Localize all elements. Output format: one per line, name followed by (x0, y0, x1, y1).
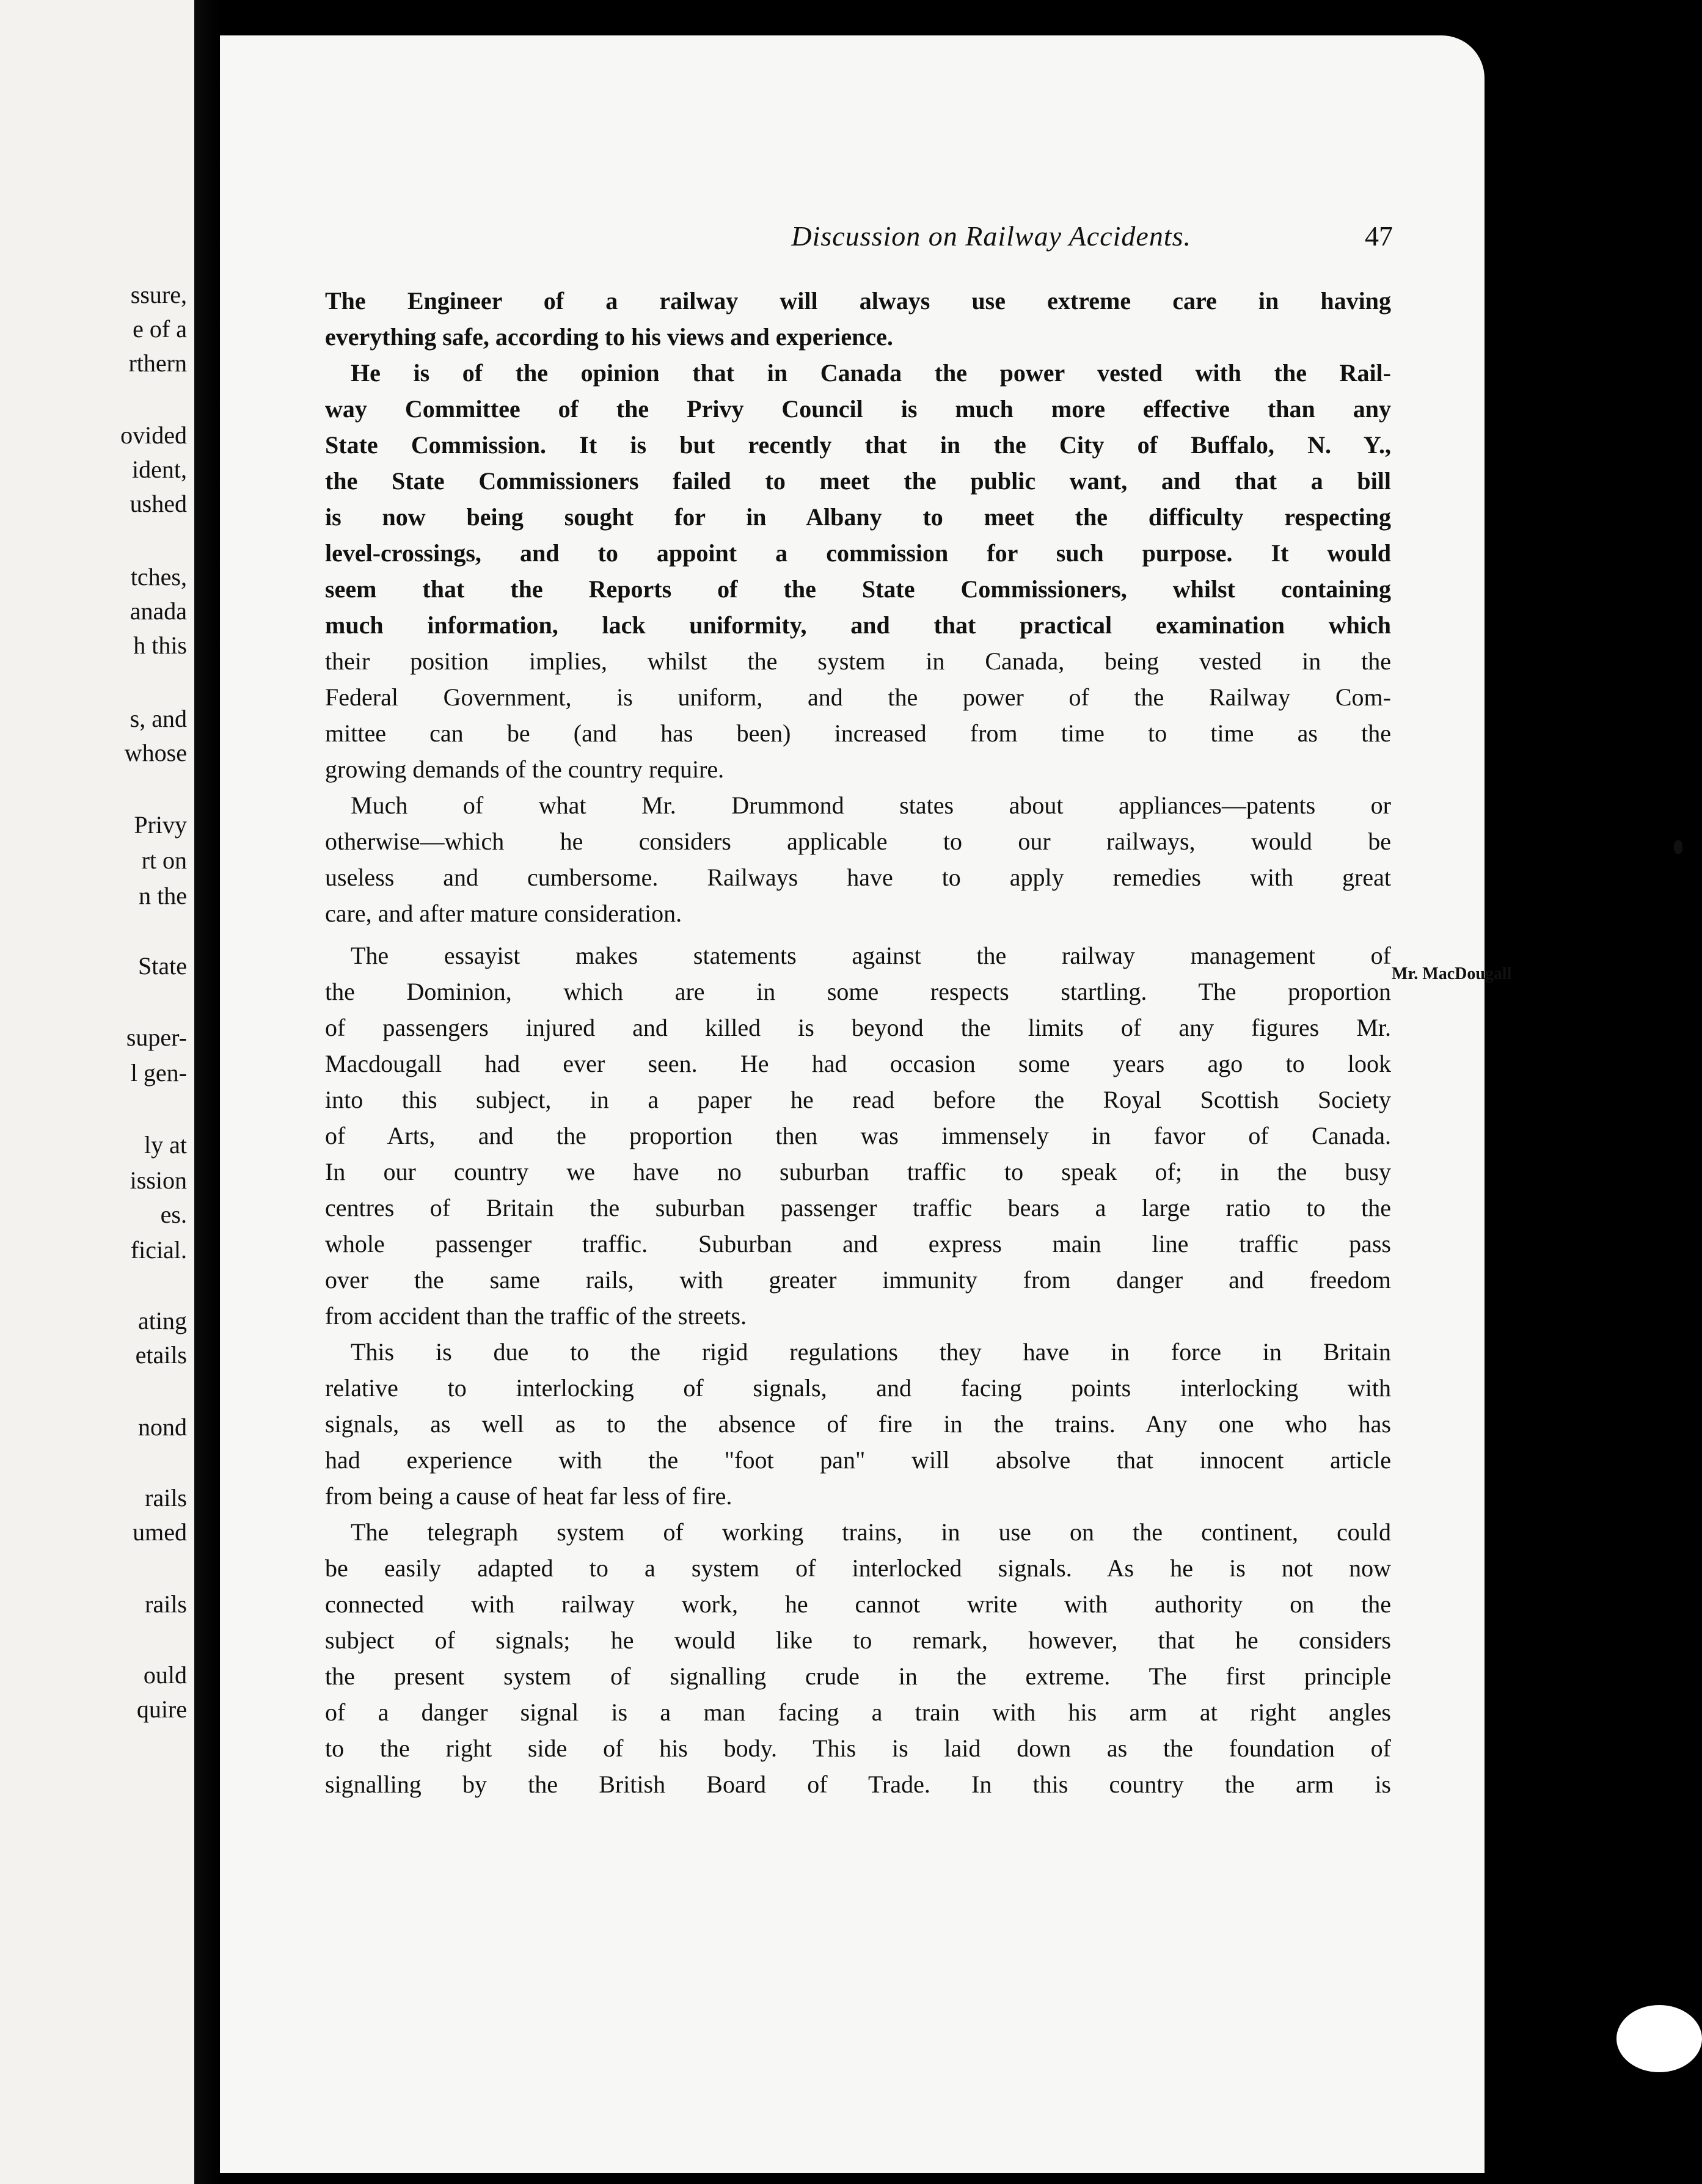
body-text (325, 283, 1391, 1802)
text-line: The essayist makes statements against the railway management of (351, 942, 1391, 969)
running-title: Discussion on Railway Accidents. (791, 220, 1191, 252)
text-line: connected with railway work, he cannot write with authority on the (325, 1590, 1391, 1618)
left-fragment: n the (139, 882, 187, 909)
text-line: to the right side of his body. This is laid down as the foundation of (325, 1734, 1391, 1762)
text-line: otherwise—which he considers applicable to our railways, would be (325, 828, 1391, 855)
left-fragment: ficial. (130, 1236, 187, 1264)
text-line: signalling by the British Board of Trade. In this country the arm is (325, 1771, 1391, 1798)
text-line: useless and cumbersome. Railways have to apply remedies with great (325, 864, 1391, 891)
text-line: The telegraph system of working trains, in use on the continent, could (351, 1518, 1391, 1546)
text-line: The Engineer of a railway will always use extreme care in having (325, 287, 1391, 315)
text-line: be easily adapted to a system of interlocked signals. As he is not now (325, 1554, 1391, 1582)
text-line: centres of Britain the suburban passenger traffic bears a large ratio to the (325, 1194, 1391, 1221)
text-line: This is due to the rigid regulations they have in force in Britain (351, 1338, 1391, 1366)
left-fragment: s, and (130, 705, 187, 732)
text-line: Macdougall had ever seen. He had occasion some years ago to look (325, 1050, 1391, 1077)
text-line: level-crossings, and to appoint a commission for such purpose. It would (325, 539, 1391, 567)
paper-blot (1616, 2005, 1702, 2072)
left-fragment: ly at (144, 1131, 187, 1159)
text-line: whole passenger traffic. Suburban and express main line traffic pass (325, 1230, 1391, 1258)
text-line: signals, as well as to the absence of fire in the trains. Any one who has (325, 1410, 1391, 1438)
text-line: over the same rails, with greater immunity from danger and freedom (325, 1266, 1391, 1294)
text-line: their position implies, whilst the system in Canada, being vested in the (325, 647, 1391, 675)
left-fragment: umed (133, 1518, 187, 1546)
left-fragment: l gen- (130, 1059, 187, 1087)
left-fragment: tches, (130, 563, 187, 591)
left-fragment: ovided (120, 421, 187, 449)
left-fragment: es. (160, 1201, 187, 1228)
left-fragment: State (138, 952, 187, 980)
left-fragment: super- (126, 1024, 187, 1051)
left-fragment: e of a (133, 315, 187, 343)
text-line: care, and after mature consideration. (325, 900, 682, 927)
page-47 (220, 35, 1512, 2173)
text-line: the present system of signalling crude in the extreme. The first principle (325, 1662, 1391, 1690)
text-line: subject of signals; he would like to remark, however, that he considers (325, 1626, 1391, 1654)
left-fragment: etails (135, 1341, 187, 1369)
left-fragment: quire (136, 1695, 187, 1723)
left-fragment: nond (138, 1413, 187, 1441)
left-fragment: ssure, (130, 281, 187, 308)
left-fragment: h this (133, 632, 187, 659)
left-fragment: ission (130, 1167, 187, 1194)
text-line: into this subject, in a paper he read before the Royal Scottish Society (325, 1086, 1391, 1113)
text-line: He is of the opinion that in Canada the power vested with the Rail- (351, 359, 1391, 387)
gutter-shadow (194, 0, 220, 2184)
left-fragment: ushed (130, 490, 187, 517)
text-line: State Commission. It is but recently that in the City of Buffalo, N. Y., (325, 431, 1391, 459)
left-fragment: rthern (128, 349, 187, 377)
text-line: In our country we have no suburban traffic to speak of; in the busy (325, 1158, 1391, 1185)
left-fragment: ould (143, 1661, 187, 1689)
text-line: everything safe, according to his views and experience. (325, 323, 893, 351)
text-line: the Dominion, which are in some respects startling. The proportion (325, 978, 1391, 1005)
text-line: growing demands of the country require. (325, 755, 725, 783)
left-fragment: ating (138, 1307, 187, 1334)
text-line: Federal Government, is uniform, and the power of the Railway Com- (325, 683, 1391, 711)
left-fragment: rails (145, 1484, 187, 1512)
text-line: had experience with the "foot pan" will absolve that innocent article (325, 1446, 1391, 1474)
previous-page-edge (0, 0, 194, 2184)
text-line: of a danger signal is a man facing a train with his arm at right angles (325, 1698, 1391, 1726)
text-line: of passengers injured and killed is beyond the limits of any figures Mr. (325, 1014, 1391, 1041)
text-line: the State Commissioners failed to meet the public want, and that a bill (325, 467, 1391, 495)
text-line: Much of what Mr. Drummond states about appliances—patents or (351, 792, 1391, 819)
text-line: relative to interlocking of signals, and facing points interlocking with (325, 1374, 1391, 1402)
text-line: is now being sought for in Albany to meet the difficulty respecting (325, 503, 1391, 531)
text-line: seem that the Reports of the State Commissioners, whilst containing (325, 575, 1391, 603)
margin-note: Mr. MacDougall (1392, 964, 1512, 983)
page-number: 47 (1365, 220, 1393, 252)
text-line: from accident than the traffic of the streets. (325, 1302, 747, 1330)
ink-speck (1674, 840, 1682, 854)
text-line: from being a cause of heat far less of fire. (325, 1482, 732, 1510)
left-fragment: rt on (141, 846, 187, 874)
left-fragment: anada (130, 597, 187, 625)
text-line: mittee can be (and has been) increased from time to time as the (325, 719, 1391, 747)
text-line: of Arts, and the proportion then was immensely in favor of Canada. (325, 1122, 1391, 1149)
left-fragment: Privy (134, 811, 187, 839)
left-fragment: ident, (132, 456, 187, 483)
left-fragment: rails (145, 1590, 187, 1618)
text-line: much information, lack uniformity, and that practical examination which (325, 611, 1391, 639)
text-line: way Committee of the Privy Council is much more effective than any (325, 395, 1391, 423)
left-fragment: whose (124, 739, 187, 766)
